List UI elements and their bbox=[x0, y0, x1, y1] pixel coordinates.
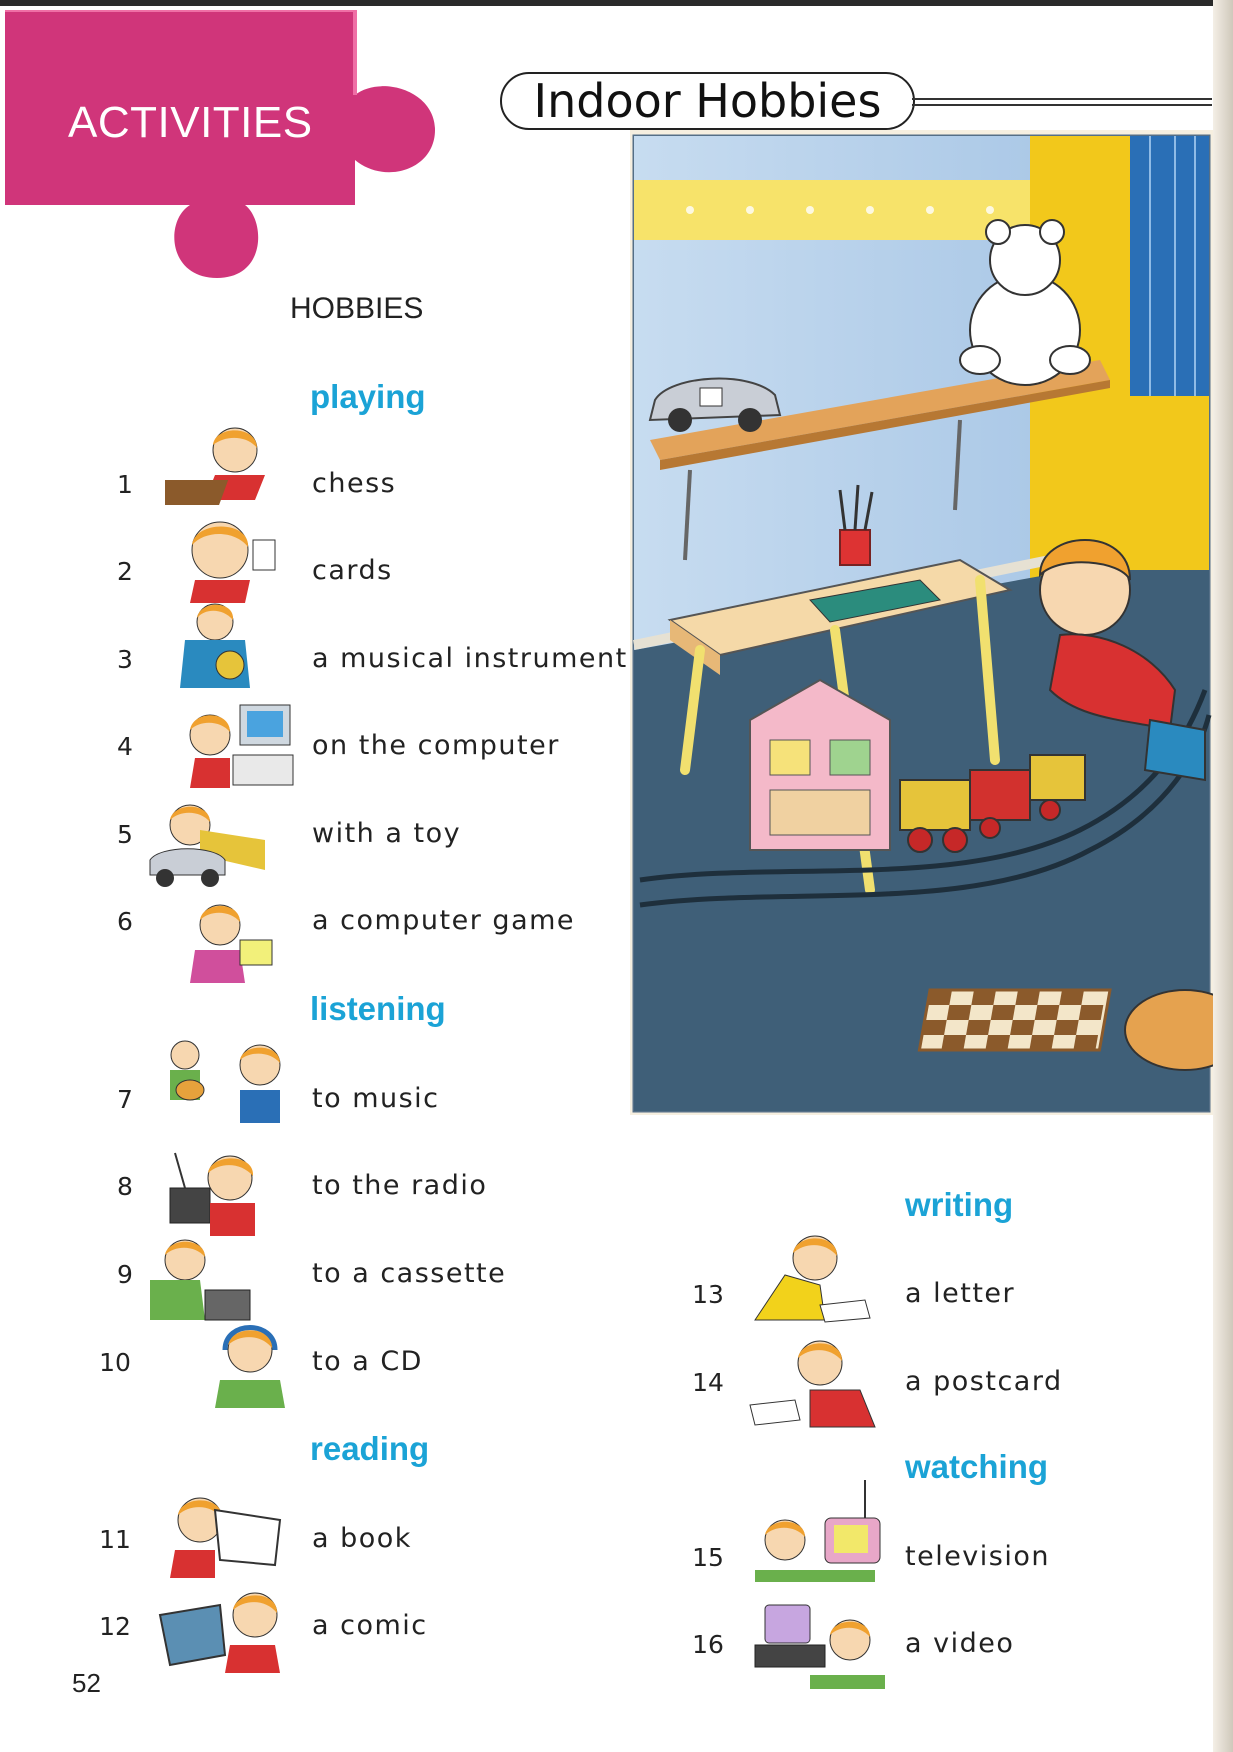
music-listener-picture bbox=[140, 1035, 270, 1125]
hobbies-heading: HOBBIES bbox=[290, 292, 424, 325]
item-word: on the computer bbox=[312, 730, 560, 761]
item-word: to a CD bbox=[312, 1346, 423, 1377]
title-rule bbox=[912, 98, 1212, 100]
comic-reader-picture bbox=[155, 1585, 285, 1675]
item-number: 5 bbox=[117, 820, 133, 849]
item-word: television bbox=[905, 1541, 1050, 1572]
radio-listener-picture bbox=[165, 1148, 295, 1238]
television-watcher-picture bbox=[750, 1480, 880, 1570]
title-rule-second bbox=[912, 104, 1212, 106]
toy-car-player-picture bbox=[145, 800, 275, 890]
item-number: 2 bbox=[117, 557, 133, 586]
item-number: 13 bbox=[692, 1280, 724, 1309]
item-number: 6 bbox=[117, 907, 133, 936]
letter-writer-picture bbox=[745, 1230, 875, 1320]
item-word: with a toy bbox=[312, 818, 462, 849]
book-reader-picture bbox=[165, 1490, 295, 1580]
item-number: 9 bbox=[117, 1260, 133, 1289]
video-watcher-picture bbox=[750, 1600, 880, 1690]
item-word: a comic bbox=[312, 1610, 428, 1641]
item-number: 4 bbox=[117, 732, 133, 761]
item-word: to a cassette bbox=[312, 1258, 507, 1289]
item-word: a video bbox=[905, 1628, 1015, 1659]
page-number: 52 bbox=[72, 1668, 101, 1698]
category-playing: playing bbox=[310, 378, 426, 415]
item-word: cards bbox=[312, 555, 393, 586]
top-rule bbox=[0, 0, 1233, 6]
computer-game-player-picture bbox=[185, 895, 315, 985]
item-word: chess bbox=[312, 468, 397, 499]
item-word: a computer game bbox=[312, 905, 576, 936]
page-gutter bbox=[1213, 0, 1233, 1752]
playroom-illustration bbox=[630, 130, 1215, 1115]
item-number: 10 bbox=[99, 1348, 131, 1377]
item-number: 15 bbox=[692, 1543, 724, 1572]
item-word: a letter bbox=[905, 1278, 1016, 1309]
item-number: 1 bbox=[117, 470, 133, 499]
cd-listener-picture bbox=[195, 1320, 325, 1410]
postcard-writer-picture bbox=[740, 1335, 870, 1425]
item-word: a book bbox=[312, 1523, 412, 1554]
item-number: 11 bbox=[99, 1525, 131, 1554]
section-tab-label: ACTIVITIES bbox=[68, 98, 313, 147]
computer-user-picture bbox=[185, 700, 315, 790]
page-title: Indoor Hobbies bbox=[500, 72, 915, 130]
category-reading: reading bbox=[310, 1430, 430, 1467]
instrument-player-picture bbox=[165, 600, 295, 690]
item-number: 14 bbox=[692, 1368, 724, 1397]
category-listening: listening bbox=[310, 990, 446, 1027]
item-number: 7 bbox=[117, 1085, 133, 1114]
item-number: 12 bbox=[99, 1612, 131, 1641]
category-watching: watching bbox=[905, 1448, 1049, 1485]
item-word: to the radio bbox=[312, 1170, 488, 1201]
cards-player-picture bbox=[165, 515, 295, 605]
item-number: 8 bbox=[117, 1172, 133, 1201]
item-word: a postcard bbox=[905, 1366, 1063, 1397]
cassette-listener-picture bbox=[145, 1235, 275, 1325]
item-number: 3 bbox=[117, 645, 133, 674]
category-writing: writing bbox=[905, 1186, 1014, 1223]
item-word: a musical instrument bbox=[312, 643, 628, 674]
chess-player-picture bbox=[165, 420, 295, 510]
item-word: to music bbox=[312, 1083, 440, 1114]
item-number: 16 bbox=[692, 1630, 724, 1659]
